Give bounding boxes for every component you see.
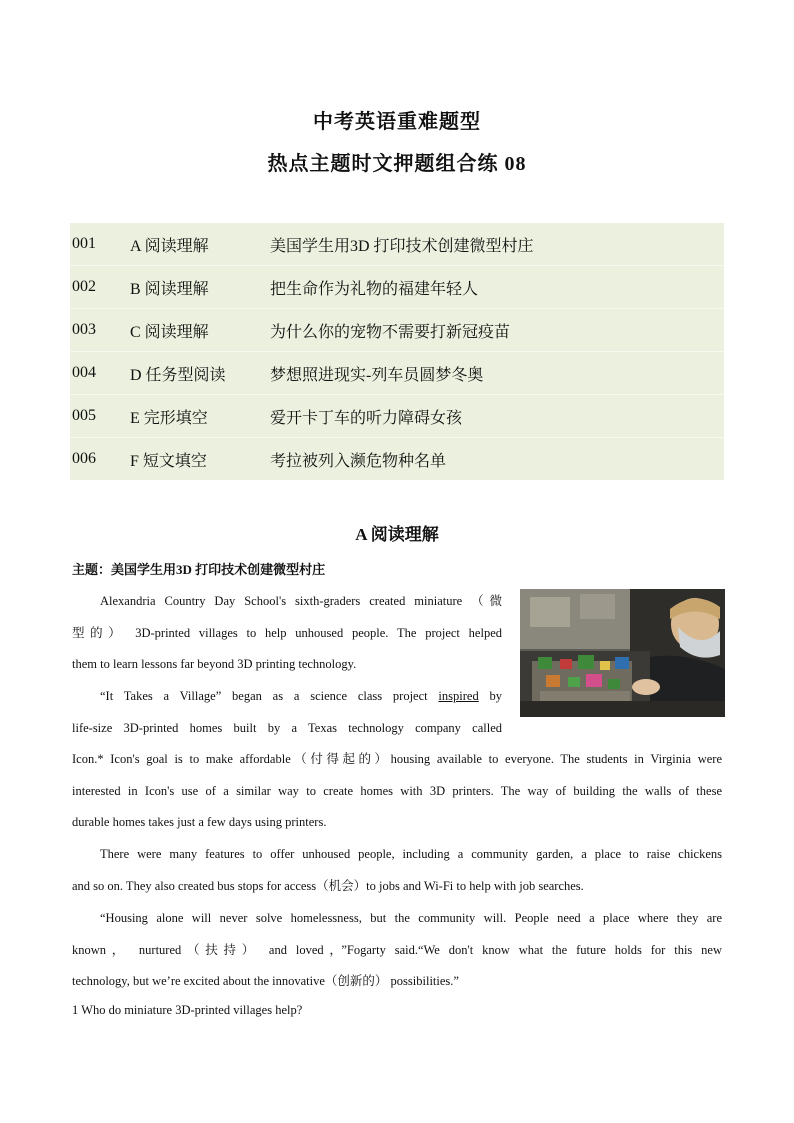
paragraph-1 — [72, 586, 502, 681]
paragraph-3 — [72, 839, 722, 902]
page-title: 中考英语重难题型 — [313, 111, 481, 133]
text-line: Icon.* Icon's goal is to make affordable（付得起的）housing available to everyone. The students in Virginia were — [72, 752, 722, 766]
toc-row — [70, 395, 724, 438]
text-segment: by — [478, 689, 503, 703]
toc-type: B 阅读理解 — [130, 280, 209, 298]
toc-type: A 阅读理解 — [130, 237, 209, 255]
text-line: Alexandria Country Day School's sixth-graders created miniature （微 — [100, 594, 502, 608]
underlined-word: inspired — [438, 689, 479, 703]
text-line: them to learn lessons far beyond 3D printing technology. — [72, 657, 357, 671]
toc-row — [70, 352, 724, 395]
page-subtitle: 热点主题时文押题组合练 08 — [267, 153, 527, 175]
text-line: known， nurtured（扶持） and loved，”Fogarty said.“We don't know what the future holds for this new — [72, 942, 722, 957]
toc-number: 004 — [72, 364, 96, 381]
toc-row — [70, 438, 724, 480]
text-line: durable homes takes just a few days using printers. — [72, 815, 327, 829]
toc-row — [70, 266, 724, 309]
toc-row — [70, 223, 724, 266]
students-model-village-image — [520, 589, 725, 717]
toc-topic: 美国学生用3D 打印技术创建微型村庄 — [270, 237, 534, 255]
toc-topic: 爱开卡丁车的听力障碍女孩 — [270, 409, 463, 427]
toc-type: C 阅读理解 — [130, 323, 209, 341]
toc-number: 005 — [72, 407, 96, 424]
toc-topic: 梦想照进现实-列车员圆梦冬奥 — [270, 366, 484, 384]
text-line: life-size 3D-printed homes built by a Texas technology company called — [72, 720, 502, 735]
paragraph-4 — [72, 903, 722, 998]
text-line: interested in Icon's use of a similar way to create homes with 3D printers. The way of building the walls of these — [72, 783, 722, 798]
toc-topic: 考拉被列入濒危物种名单 — [270, 452, 447, 470]
section-theme: 主题：美国学生用3D 打印技术创建微型村庄 — [72, 562, 326, 577]
toc-type: E 完形填空 — [130, 409, 208, 427]
question-1: 1 Who do miniature 3D-printed villages help? — [72, 1003, 303, 1017]
toc-topic: 把生命作为礼物的福建年轻人 — [270, 280, 479, 298]
section-heading: A 阅读理解 — [355, 525, 439, 544]
article-photo — [520, 589, 725, 717]
toc-number: 001 — [72, 235, 96, 252]
table-of-contents — [70, 223, 724, 480]
text-line: There were many features to offer unhoused people, including a community garden, a place to raise chickens — [100, 847, 722, 861]
toc-number: 006 — [72, 450, 96, 467]
text-line: and so on. They also created bus stops for access（机会）to jobs and Wi-Fi to help with job searches. — [72, 878, 584, 893]
text-line: “Housing alone will never solve homelessness, but the community will. People need a place where they are — [100, 911, 722, 925]
toc-topic: 为什么你的宠物不需要打新冠疫苗 — [270, 323, 511, 341]
toc-number: 003 — [72, 321, 96, 338]
toc-type: D 任务型阅读 — [130, 366, 226, 384]
toc-row — [70, 309, 724, 352]
text-line: 型的） 3D-printed villages to help unhoused people. The project helped — [72, 625, 502, 640]
toc-number: 002 — [72, 278, 96, 295]
text-segment: “It Takes a Village” began as a science class project — [100, 689, 439, 703]
text-line — [72, 681, 502, 713]
toc-type: F 短文填空 — [130, 452, 207, 470]
paragraph-2-start — [72, 681, 502, 744]
paragraph-2-continued — [72, 744, 722, 839]
text-line: technology, but we’re excited about the innovative（创新的） possibilities.” — [72, 974, 459, 988]
